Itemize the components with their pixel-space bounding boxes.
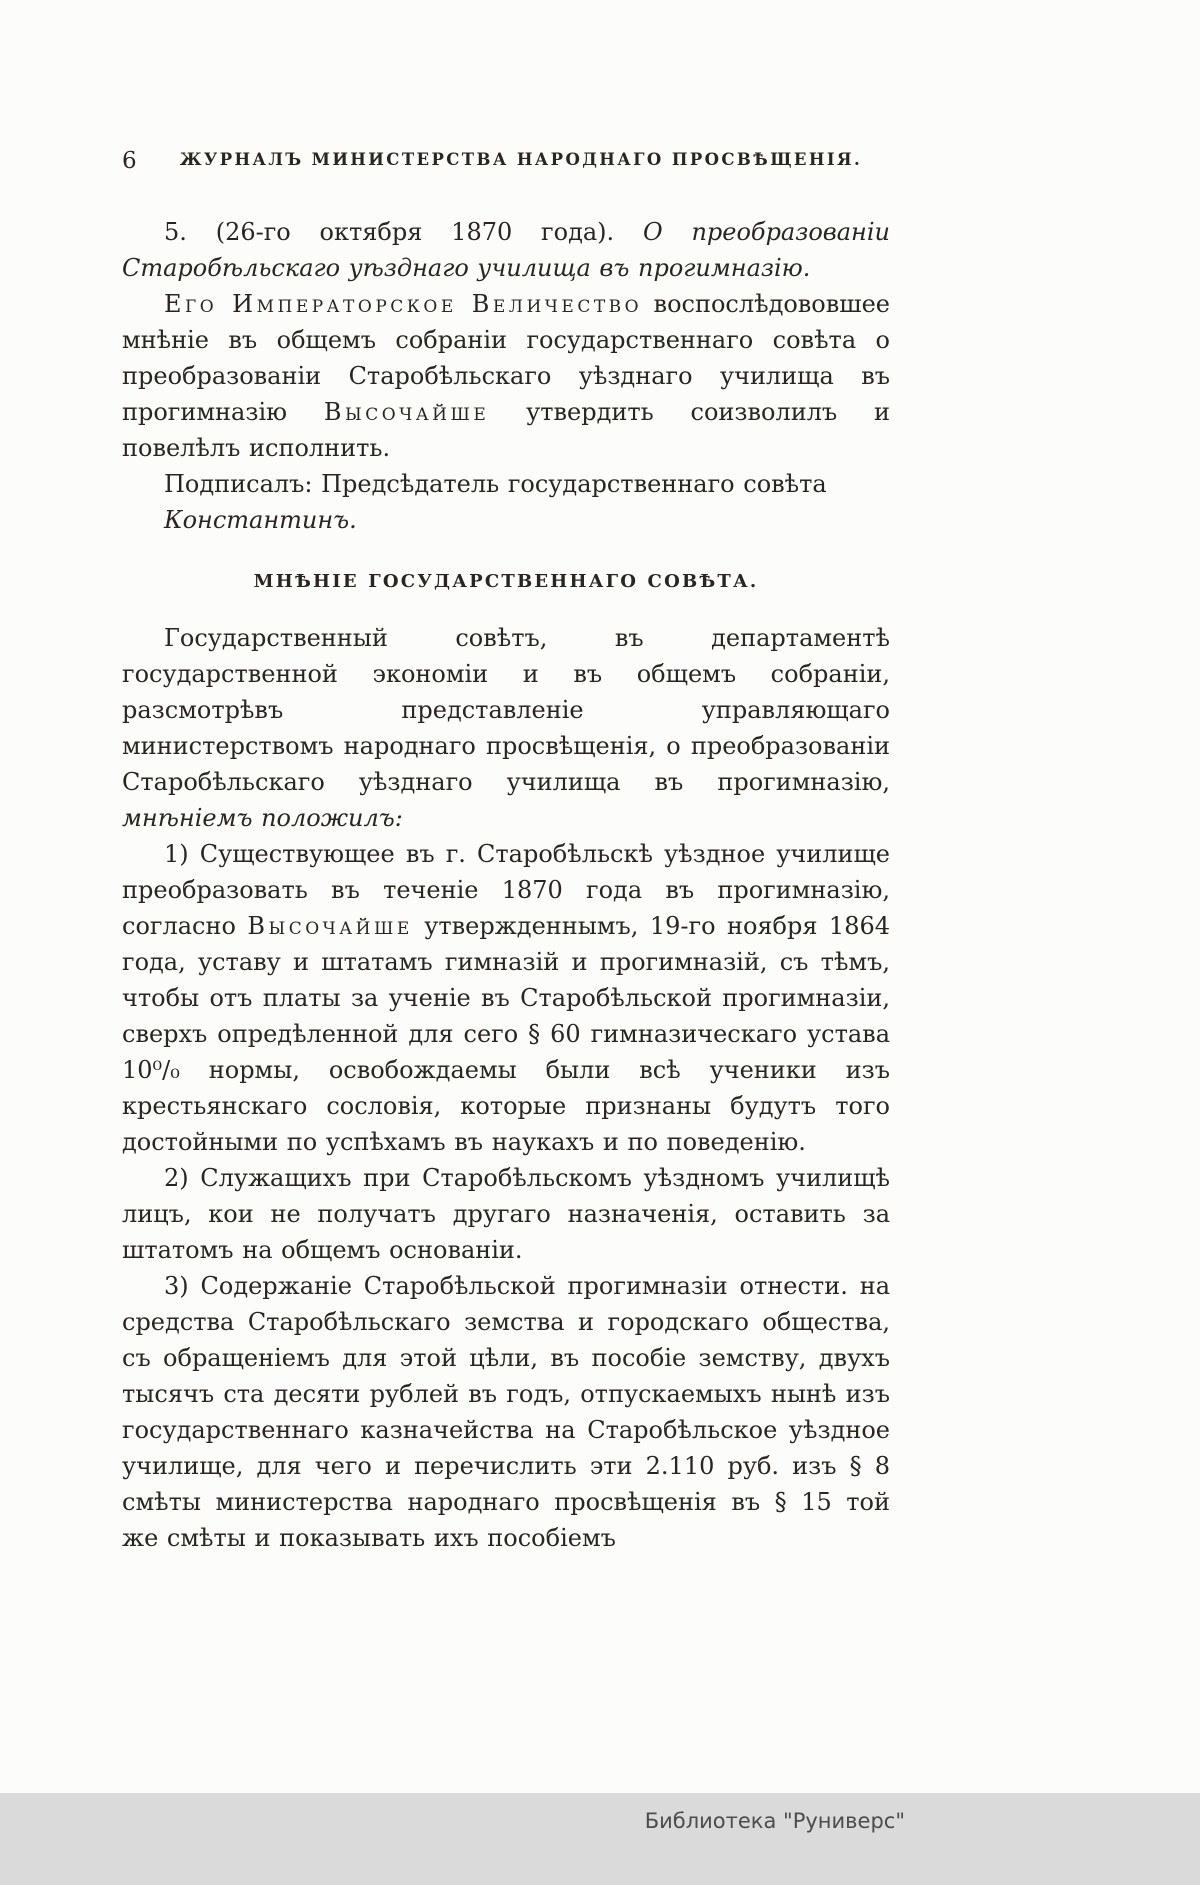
watermark-text: Библиотека "Руниверс" (644, 1809, 905, 1833)
opinion-intro-text: Государственный совѣтъ, въ департаментѣ государственной экономіи и въ общемъ собраніи, разсмотрѣвъ представленіе управляющаго министерствомъ народнаго просвѣщенія, о преобразованіи Старобѣльскаго уѣзднаго училища въ прогимназію, (122, 624, 890, 796)
paragraph-item-2: 2) Служащихъ при Старобѣльскомъ уѣздномъ училищѣ лицъ, кои не получатъ другаго назначенія, оставить за штатомъ на общемъ основаніи. (122, 1164, 890, 1264)
signature-line: Константинъ. (164, 506, 357, 534)
item1-text-2: утвержденнымъ, 19-го ноября 1864 года, уставу и штатамъ гимназій и прогимназій, съ тѣмъ, чтобы отъ платы за ученіе въ Старобѣльской прогимназіи, сверхъ опредѣленной для сего § 60 гимназическаго устава 10⁰/₀ нормы, освобождаемы были всѣ ученики изъ крестьянскаго сословія, которые признаны будутъ того достойными по успѣхамъ въ наукахъ и по поведенію. (122, 912, 890, 1156)
paragraph-item-1 (122, 836, 890, 1160)
page-number: 6 (122, 148, 137, 174)
paragraph-decree-body (122, 286, 890, 466)
opinion-intro-italic: мнѣніемъ положилъ: (122, 804, 403, 832)
imperial-majesty-smallcaps: Его Императорское Величество (164, 290, 643, 318)
highest-smallcaps: Высочайше (323, 398, 490, 426)
text-column (122, 150, 890, 1556)
decree-body-text-1: воспослѣдововшее мнѣніе въ общемъ собраніи государственнаго совѣта о преобразованіи Старобѣльскаго уѣзднаго училища въ прогимназію (122, 290, 890, 426)
item1-text-1: 1) Существующее въ г. Старобѣльскѣ уѣздное училище преобразовать въ теченіе 1870 года въ прогимназію, согласно (122, 840, 890, 940)
running-title: ЖУРНАЛЪ МИНИСТЕРСТВА НАРОДНАГО ПРОСВѢЩЕНІЯ. (179, 150, 863, 169)
item1-highest-smallcaps: Высочайше (247, 912, 413, 940)
decree-number-date: 5. (26-го октября 1870 года). (164, 218, 643, 246)
paragraph-opinion-intro (122, 620, 890, 836)
decree-body-text-2: утвердить соизволилъ и повелѣлъ исполнить. (122, 398, 891, 462)
page-body (122, 214, 890, 1556)
library-watermark-strip (0, 1793, 1200, 1885)
paragraph-item-3: 3) Содержаніе Старобѣльской прогимназіи отнести. на средства Старобѣльскаго земства и городскаго общества, съ обращеніемъ для этой цѣли, въ пособіе земству, двухъ тысячъ ста десяти рублей въ годъ, отпускаемыхъ нынѣ изъ государственнаго казначейства на Старобѣльское уѣздное училище, для чего и перечислить эти 2.110 руб. изъ § 8 смѣты министерства народнаго просвѣщенія въ § 15 той же смѣты и показывать ихъ пособіемъ (122, 1272, 890, 1552)
page-header (122, 150, 890, 176)
opinion-heading: МНѢНІЕ ГОСУДАРСТВЕННАГО СОВѢТА. (253, 571, 759, 592)
decree-title-italic: О преобразованіи Старобѣльскаго уѣзднаго училища въ прогимназію. (122, 218, 891, 282)
paragraph-decree-title (122, 214, 890, 286)
paragraph-signed-line: Подписалъ: Предсѣдатель государственнаго совѣта (164, 470, 827, 498)
